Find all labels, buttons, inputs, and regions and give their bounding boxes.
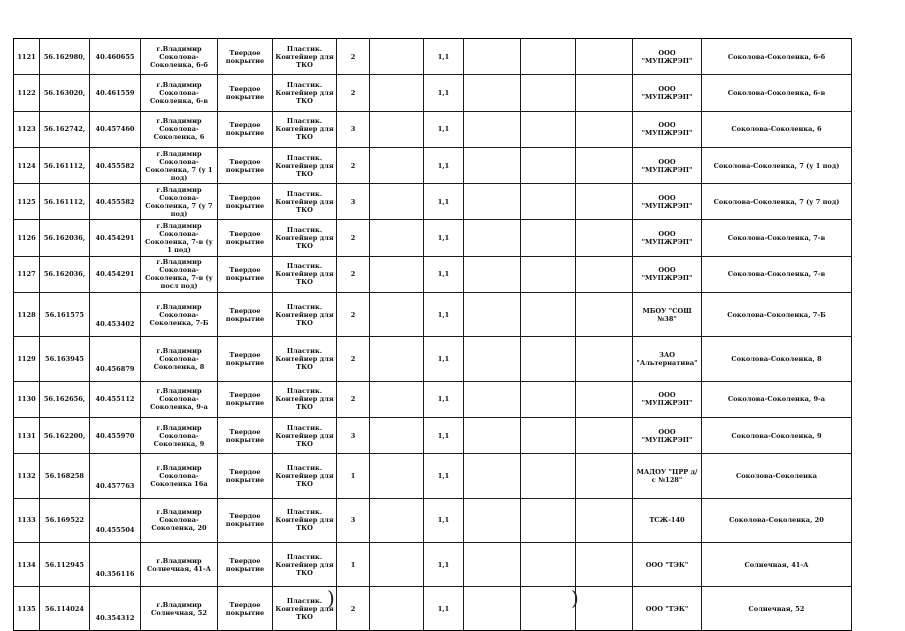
surface-type: Твердое покрытие: [218, 587, 273, 631]
waste-source: Соколова-Соколенка, 7 (у 7 под): [702, 184, 852, 220]
longitude: 40.456879: [90, 337, 141, 381]
container-type: Пластик. Контейнер для ТКО: [273, 184, 337, 220]
surface-type: Твердое покрытие: [218, 184, 273, 220]
container-volume: 1,1: [424, 417, 464, 453]
longitude: 40.354312: [90, 587, 141, 631]
latitude: 56.162200,: [40, 417, 90, 453]
empty-cell-c: [521, 111, 576, 147]
address: г.Владимир Соколова-Соколенка, 7 (у 7 под): [141, 184, 218, 220]
table-row: [14, 75, 852, 111]
organization: ООО "МУПЖРЭП": [633, 381, 702, 417]
container-count: 2: [337, 587, 370, 631]
container-volume: 1,1: [424, 39, 464, 75]
latitude: 56.162980,: [40, 39, 90, 75]
container-type: Пластик. Контейнер для ТКО: [273, 111, 337, 147]
empty-cell-b: [464, 293, 521, 337]
row-number: 1131: [14, 417, 40, 453]
container-type: Пластик. Контейнер для ТКО: [273, 542, 337, 586]
waste-source: Соколова-Соколенка, 20: [702, 498, 852, 542]
row-number: 1134: [14, 542, 40, 586]
empty-cell-c: [521, 498, 576, 542]
container-volume: 1,1: [424, 337, 464, 381]
empty-cell-a: [370, 337, 424, 381]
empty-cell-a: [370, 111, 424, 147]
container-volume: 1,1: [424, 542, 464, 586]
waste-source: Соколова-Соколенка: [702, 454, 852, 498]
container-type: Пластик. Контейнер для ТКО: [273, 337, 337, 381]
empty-cell-d: [576, 381, 633, 417]
row-number: 1127: [14, 256, 40, 292]
empty-cell-d: [576, 147, 633, 183]
empty-cell-a: [370, 220, 424, 256]
waste-source: Соколова-Соколенка, 6-в: [702, 75, 852, 111]
container-volume: 1,1: [424, 111, 464, 147]
surface-type: Твердое покрытие: [218, 381, 273, 417]
empty-cell-b: [464, 542, 521, 586]
latitude: 56.162036,: [40, 256, 90, 292]
address: г.Владимир Соколова-Соколенка, 8: [141, 337, 218, 381]
container-type: Пластик. Контейнер для ТКО: [273, 147, 337, 183]
empty-cell-c: [521, 147, 576, 183]
row-number: 1125: [14, 184, 40, 220]
empty-cell-b: [464, 111, 521, 147]
address: г.Владимир Соколова-Соколенка, 7-в (у посл под): [141, 256, 218, 292]
surface-type: Твердое покрытие: [218, 220, 273, 256]
address: г.Владимир Соколова-Соколенка, 7 (у 1 под): [141, 147, 218, 183]
organization: ООО "МУПЖРЭП": [633, 184, 702, 220]
container-count: 1: [337, 542, 370, 586]
empty-cell-a: [370, 184, 424, 220]
address: г.Владимир Соколова-Соколенка, 20: [141, 498, 218, 542]
empty-cell-c: [521, 256, 576, 292]
longitude: 40.453402: [90, 293, 141, 337]
organization: МБОУ "СОШ №38": [633, 293, 702, 337]
table-row: [14, 220, 852, 256]
container-type: Пластик. Контейнер для ТКО: [273, 498, 337, 542]
surface-type: Твердое покрытие: [218, 75, 273, 111]
row-number: 1126: [14, 220, 40, 256]
container-type: Пластик. Контейнер для ТКО: [273, 256, 337, 292]
container-count: 2: [337, 75, 370, 111]
longitude: 40.455582: [90, 147, 141, 183]
container-type: Пластик. Контейнер для ТКО: [273, 587, 337, 631]
row-number: 1133: [14, 498, 40, 542]
table-row: [14, 39, 852, 75]
waste-source: Соколова-Соколенка, 7-Б: [702, 293, 852, 337]
container-type: Пластик. Контейнер для ТКО: [273, 293, 337, 337]
address: г.Владимир Соколова-Соколенка 16а: [141, 454, 218, 498]
address: г.Владимир Солнечная, 41-А: [141, 542, 218, 586]
empty-cell-d: [576, 587, 633, 631]
empty-cell-c: [521, 75, 576, 111]
container-volume: 1,1: [424, 587, 464, 631]
address: г.Владимир Соколова-Соколенка, 7-Б: [141, 293, 218, 337]
container-count: 2: [337, 147, 370, 183]
longitude: 40.454291: [90, 256, 141, 292]
table-row: [14, 147, 852, 183]
latitude: 56.162036,: [40, 220, 90, 256]
row-number: 1123: [14, 111, 40, 147]
row-number: 1121: [14, 39, 40, 75]
address: г.Владимир Соколова-Соколенка, 9: [141, 417, 218, 453]
row-number: 1129: [14, 337, 40, 381]
organization: ТСЖ-140: [633, 498, 702, 542]
table-row: [14, 381, 852, 417]
organization: ООО "ТЭК": [633, 542, 702, 586]
container-count: 3: [337, 111, 370, 147]
empty-cell-b: [464, 147, 521, 183]
row-number: 1132: [14, 454, 40, 498]
latitude: 56.114024: [40, 587, 90, 631]
waste-source: Соколова-Соколенка, 9: [702, 417, 852, 453]
waste-source: Соколова-Соколенка, 6-б: [702, 39, 852, 75]
container-count: 2: [337, 256, 370, 292]
latitude: 56.162656,: [40, 381, 90, 417]
address: г.Владимир Соколова-Соколенка, 7-в (у 1 под): [141, 220, 218, 256]
empty-cell-a: [370, 417, 424, 453]
waste-source: Соколова-Соколенка, 8: [702, 337, 852, 381]
surface-type: Твердое покрытие: [218, 293, 273, 337]
waste-sites-table: [13, 38, 852, 631]
surface-type: Твердое покрытие: [218, 337, 273, 381]
empty-cell-a: [370, 147, 424, 183]
organization: МАДОУ "ЦРР д/с №128": [633, 454, 702, 498]
empty-cell-d: [576, 184, 633, 220]
empty-cell-d: [576, 111, 633, 147]
table-row: [14, 454, 852, 498]
container-volume: 1,1: [424, 454, 464, 498]
waste-source: Соколова-Соколенка, 6: [702, 111, 852, 147]
empty-cell-d: [576, 454, 633, 498]
empty-cell-a: [370, 454, 424, 498]
row-number: 1128: [14, 293, 40, 337]
row-number: 1130: [14, 381, 40, 417]
empty-cell-d: [576, 256, 633, 292]
organization: ООО "МУПЖРЭП": [633, 75, 702, 111]
longitude: 40.455970: [90, 417, 141, 453]
organization: ЗАО "Альтернатива": [633, 337, 702, 381]
surface-type: Твердое покрытие: [218, 147, 273, 183]
longitude: 40.455582: [90, 184, 141, 220]
empty-cell-b: [464, 184, 521, 220]
latitude: 56.161112,: [40, 147, 90, 183]
empty-cell-c: [521, 381, 576, 417]
empty-cell-c: [521, 39, 576, 75]
empty-cell-d: [576, 39, 633, 75]
empty-cell-a: [370, 587, 424, 631]
container-type: Пластик. Контейнер для ТКО: [273, 381, 337, 417]
latitude: 56.112945: [40, 542, 90, 586]
container-volume: 1,1: [424, 381, 464, 417]
empty-cell-b: [464, 256, 521, 292]
container-volume: 1,1: [424, 256, 464, 292]
empty-cell-d: [576, 417, 633, 453]
latitude: 56.162742,: [40, 111, 90, 147]
waste-source: Соколова-Соколенка, 7-в: [702, 256, 852, 292]
waste-source: Солнечная, 52: [702, 587, 852, 631]
container-type: Пластик. Контейнер для ТКО: [273, 75, 337, 111]
row-number: 1135: [14, 587, 40, 631]
latitude: 56.163020,: [40, 75, 90, 111]
longitude: 40.460655: [90, 39, 141, 75]
empty-cell-c: [521, 542, 576, 586]
empty-cell-c: [521, 417, 576, 453]
container-count: 1: [337, 454, 370, 498]
empty-cell-a: [370, 75, 424, 111]
table-row: [14, 337, 852, 381]
address: г.Владимир Соколова-Соколенка, 6-в: [141, 75, 218, 111]
latitude: 56.168258: [40, 454, 90, 498]
footer-mark-left: ): [327, 586, 335, 610]
empty-cell-a: [370, 293, 424, 337]
surface-type: Твердое покрытие: [218, 542, 273, 586]
empty-cell-a: [370, 542, 424, 586]
longitude: 40.455112: [90, 381, 141, 417]
waste-source: Соколова-Соколенка, 9-а: [702, 381, 852, 417]
container-volume: 1,1: [424, 220, 464, 256]
surface-type: Твердое покрытие: [218, 39, 273, 75]
empty-cell-a: [370, 381, 424, 417]
container-count: 2: [337, 220, 370, 256]
organization: ООО "МУПЖРЭП": [633, 256, 702, 292]
container-type: Пластик. Контейнер для ТКО: [273, 454, 337, 498]
empty-cell-d: [576, 337, 633, 381]
empty-cell-c: [521, 587, 576, 631]
empty-cell-c: [521, 293, 576, 337]
row-number: 1124: [14, 147, 40, 183]
footer-mark-right: ): [571, 586, 579, 610]
table-row: [14, 184, 852, 220]
waste-source: Соколова-Соколенка, 7 (у 1 под): [702, 147, 852, 183]
table-row: [14, 293, 852, 337]
longitude: 40.457460: [90, 111, 141, 147]
empty-cell-d: [576, 220, 633, 256]
table-row: [14, 111, 852, 147]
container-count: 3: [337, 184, 370, 220]
empty-cell-d: [576, 542, 633, 586]
container-volume: 1,1: [424, 147, 464, 183]
container-count: 3: [337, 498, 370, 542]
container-count: 2: [337, 381, 370, 417]
address: г.Владимир Соколова-Соколенка, 9-а: [141, 381, 218, 417]
empty-cell-b: [464, 498, 521, 542]
empty-cell-c: [521, 184, 576, 220]
container-volume: 1,1: [424, 498, 464, 542]
empty-cell-a: [370, 256, 424, 292]
container-volume: 1,1: [424, 184, 464, 220]
organization: ООО "МУПЖРЭП": [633, 417, 702, 453]
latitude: 56.161575: [40, 293, 90, 337]
container-type: Пластик. Контейнер для ТКО: [273, 39, 337, 75]
address: г.Владимир Соколова-Соколенка, 6: [141, 111, 218, 147]
table-row: [14, 498, 852, 542]
row-number: 1122: [14, 75, 40, 111]
surface-type: Твердое покрытие: [218, 111, 273, 147]
container-type: Пластик. Контейнер для ТКО: [273, 417, 337, 453]
empty-cell-b: [464, 75, 521, 111]
table-row: [14, 587, 852, 631]
empty-cell-d: [576, 498, 633, 542]
organization: ООО "ТЭК": [633, 587, 702, 631]
address: г.Владимир Соколова-Соколенка, 6-б: [141, 39, 218, 75]
container-count: 3: [337, 417, 370, 453]
table-row: [14, 417, 852, 453]
longitude: 40.461559: [90, 75, 141, 111]
empty-cell-a: [370, 498, 424, 542]
waste-source: Соколова-Соколенка, 7-в: [702, 220, 852, 256]
empty-cell-b: [464, 220, 521, 256]
container-type: Пластик. Контейнер для ТКО: [273, 220, 337, 256]
organization: ООО "МУПЖРЭП": [633, 220, 702, 256]
empty-cell-b: [464, 337, 521, 381]
organization: ООО "МУПЖРЭП": [633, 111, 702, 147]
surface-type: Твердое покрытие: [218, 417, 273, 453]
waste-source: Солнечная, 41-А: [702, 542, 852, 586]
empty-cell-b: [464, 587, 521, 631]
longitude: 40.455504: [90, 498, 141, 542]
latitude: 56.163945: [40, 337, 90, 381]
empty-cell-d: [576, 75, 633, 111]
table-row: [14, 256, 852, 292]
empty-cell-a: [370, 39, 424, 75]
address: г.Владимир Солнечная, 52: [141, 587, 218, 631]
container-count: 2: [337, 293, 370, 337]
empty-cell-c: [521, 220, 576, 256]
empty-cell-b: [464, 381, 521, 417]
surface-type: Твердое покрытие: [218, 256, 273, 292]
organization: ООО "МУПЖРЭП": [633, 39, 702, 75]
empty-cell-b: [464, 417, 521, 453]
latitude: 56.161112,: [40, 184, 90, 220]
surface-type: Твердое покрытие: [218, 498, 273, 542]
empty-cell-c: [521, 454, 576, 498]
table-row: [14, 542, 852, 586]
empty-cell-b: [464, 454, 521, 498]
longitude: 40.457763: [90, 454, 141, 498]
container-volume: 1,1: [424, 293, 464, 337]
empty-cell-c: [521, 337, 576, 381]
container-count: 2: [337, 39, 370, 75]
surface-type: Твердое покрытие: [218, 454, 273, 498]
empty-cell-d: [576, 293, 633, 337]
latitude: 56.169522: [40, 498, 90, 542]
organization: ООО "МУПЖРЭП": [633, 147, 702, 183]
container-count: 2: [337, 337, 370, 381]
container-volume: 1,1: [424, 75, 464, 111]
longitude: 40.454291: [90, 220, 141, 256]
empty-cell-b: [464, 39, 521, 75]
longitude: 40.356116: [90, 542, 141, 586]
